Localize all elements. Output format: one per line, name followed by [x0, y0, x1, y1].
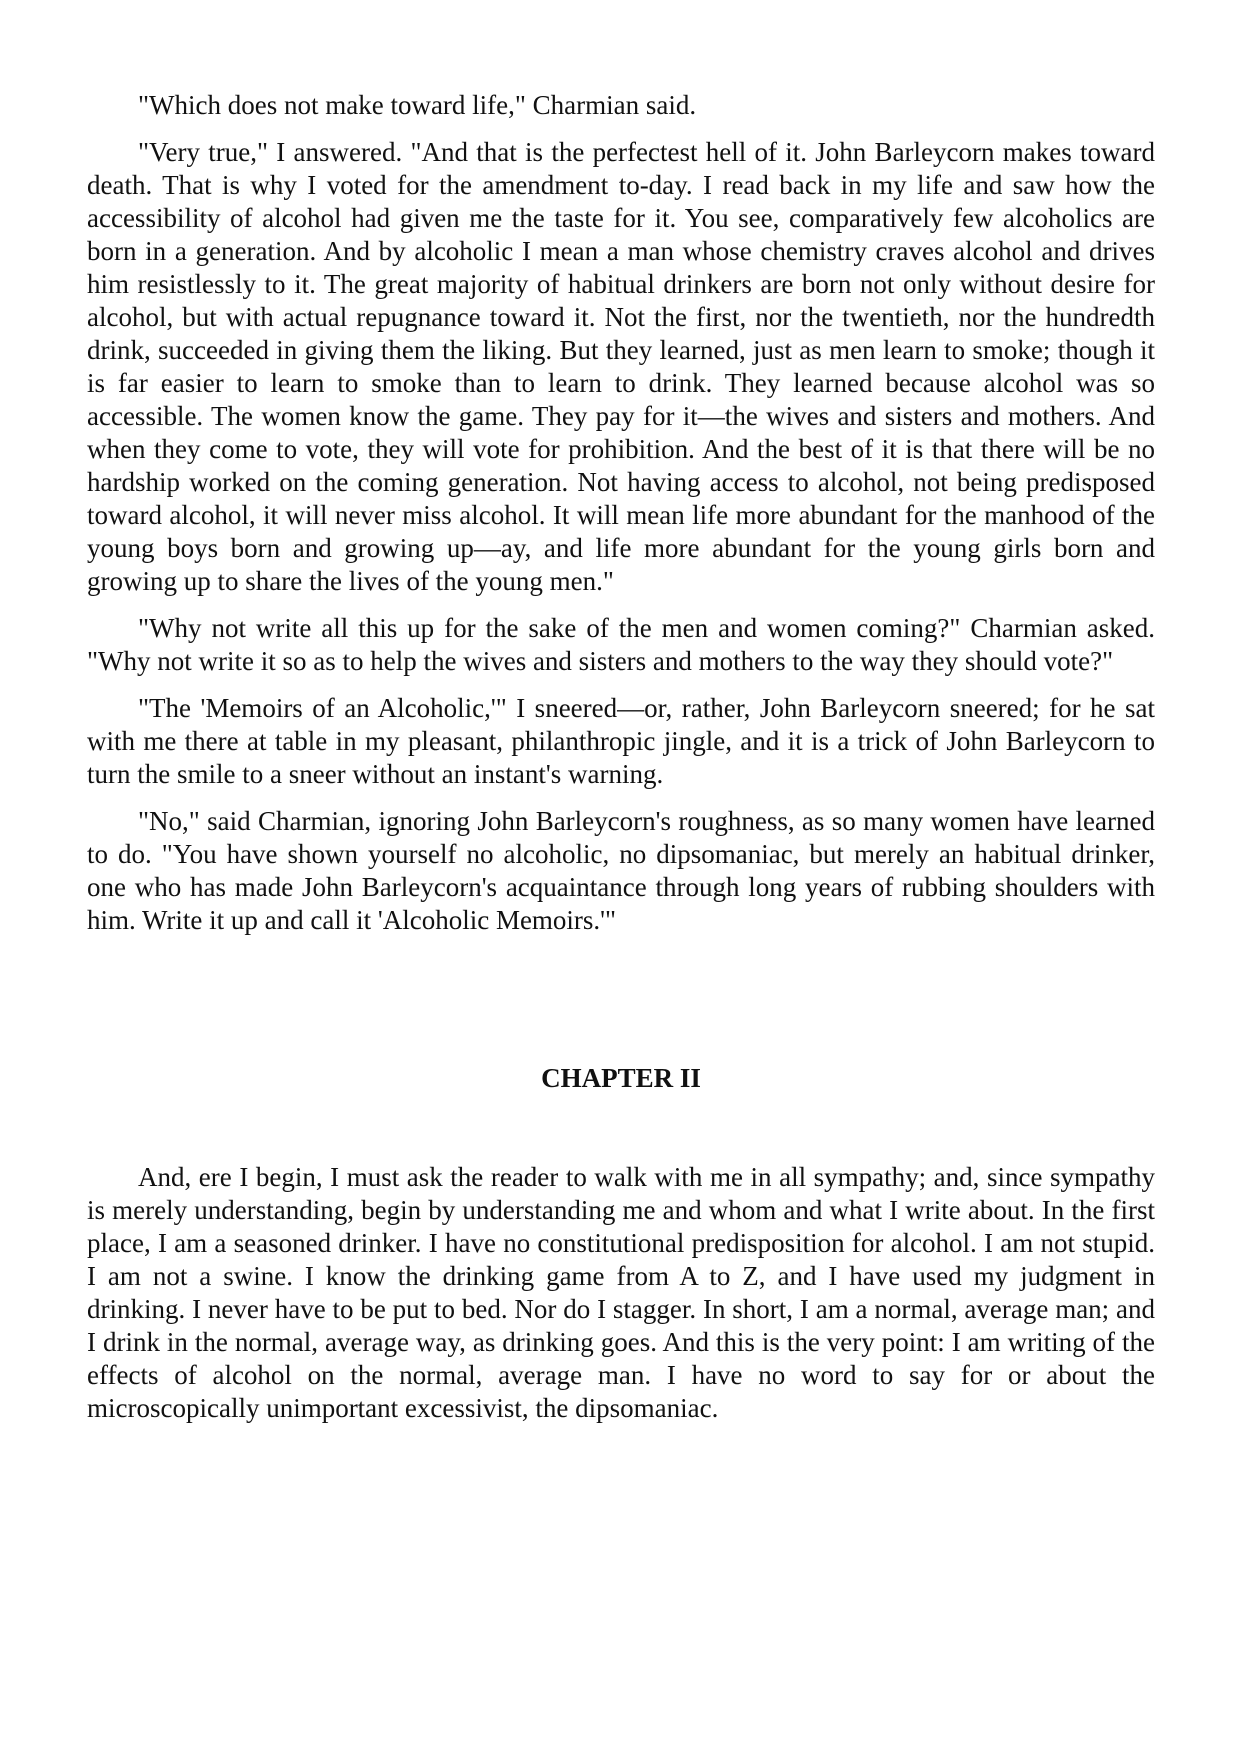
paragraph: And, ere I begin, I must ask the reader to walk with me in all sympathy; and, since sympathy is merely understanding, begin by understanding me and whom and what I write about. In the first place, I am a seasoned drinker. I have no constitutional predisposition for alcohol. I am not stupid. I am not a swine. I know the drinking game from A to Z, and I have used my judgment in drinking. I never have to be put to bed. Nor do I stagger. In short, I am a normal, average man; and I drink in the normal, average way, as drinking goes. And this is the very point: I am writing of the effects of alcohol on the normal, average man. I have no word to say for or about the microscopically unimportant excessivist, the dipsomaniac. [87, 1162, 1155, 1423]
section-one [87, 89, 1155, 937]
book-page [87, 89, 1155, 1439]
paragraph: "No," said Charmian, ignoring John Barleycorn's roughness, as so many women have learned to do. "You have shown yourself no alcoholic, no dipsomaniac, but merely an habitual drinker, one who has made John Barleycorn's acquaintance through long years of rubbing shoulders with him. Write it up and call it 'Alcoholic Memoirs.'" [87, 806, 1155, 935]
paragraph: "Which does not make toward life," Charmian said. [138, 90, 697, 120]
chapter-body [87, 1161, 1155, 1425]
paragraph: "Very true," I answered. "And that is the perfectest hell of it. John Barleycorn makes toward death. That is why I voted for the amendment to-day. I read back in my life and saw how the accessibility of alcohol had given me the taste for it. You see, comparatively few alcoholics are born in a generation. And by alcoholic I mean a man whose chemistry craves alcohol and drives him resistlessly to it. The great majority of habitual drinkers are born not only without desire for alcohol, but with actual repugnance toward it. Not the first, nor the twentieth, nor the hundredth drink, succeeded in giving them the liking. But they learned, just as men learn to smoke; though it is far easier to learn to smoke than to learn to drink. They learned because alcohol was so accessible. The women know the game. They pay for it—the wives and sisters and mothers. And when they come to vote, they will vote for prohibition. And the best of it is that there will be no hardship worked on the coming generation. Not having access to alcohol, not being predisposed toward alcohol, it will never miss alcohol. It will mean life more abundant for the manhood of the young boys born and growing up—ay, and life more abundant for the young girls born and growing up to share the lives of the young men." [87, 137, 1155, 596]
paragraph: "Why not write all this up for the sake of the men and women coming?" Charmian asked. "Why not write it so as to help the wives and sisters and mothers to the way they should vote?" [87, 613, 1155, 676]
chapter-heading: CHAPTER II [541, 1063, 701, 1093]
paragraph: "The 'Memoirs of an Alcoholic,'" I sneered—or, rather, John Barleycorn sneered; for he sat with me there at table in my pleasant, philanthropic jingle, and it is a trick of John Barleycorn to turn the smile to a sneer without an instant's warning. [87, 693, 1155, 789]
